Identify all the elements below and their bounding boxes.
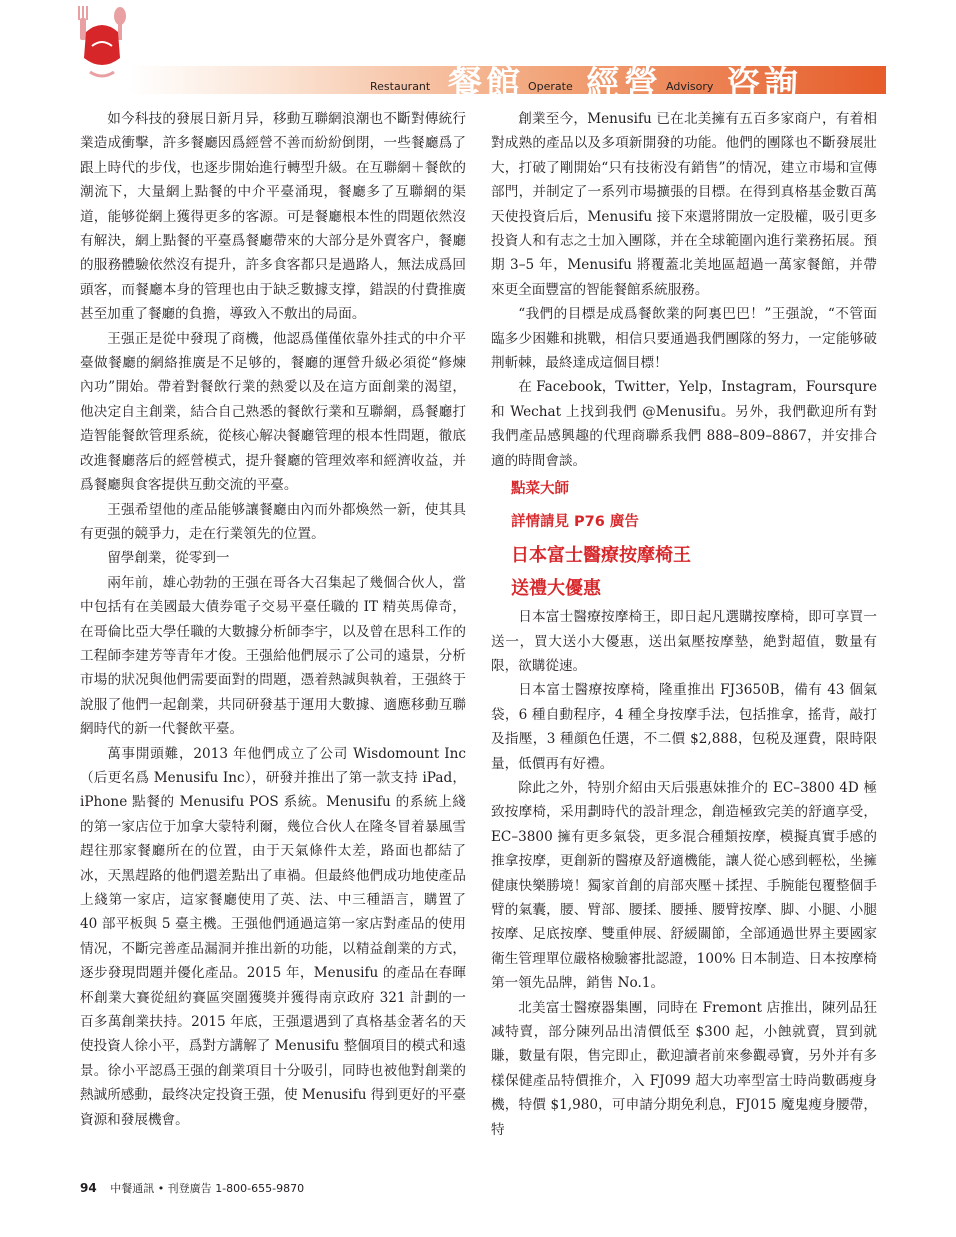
article-left-column xyxy=(80,107,466,1132)
header-cn-restaurant: 餐館 xyxy=(448,64,524,104)
publication-name: 中餐通訊 • 刊登廣告 xyxy=(110,1182,212,1195)
header-cn-operate: 經營 xyxy=(586,64,662,104)
page-footer xyxy=(80,1180,304,1196)
section-header-bar xyxy=(130,64,886,104)
header-en-advisory: Advisory xyxy=(666,80,714,93)
body-paragraph: “我們的目標是成爲餐飲業的阿裏巴巴！”王强說，“不管面臨多少困難和挑戰，相信只要通過我們團隊的努力，一定能够破荆斬棘，最終達成這個目標！ xyxy=(491,306,877,372)
body-paragraph: 王强正是從中發現了商機，他認爲僅僅依靠外挂式的中介平臺做餐廳的網絡推廣是不足够的，餐廳的運營升級必須從“修煉內功”開始。帶着對餐飲行業的熱愛以及在這方面創業的渴望，他决定自主創業，結合自己熟悉的餐飲行業和互聯網，爲餐廳打造智能餐飲管理系統，從核心解决餐廳管理的根本性問題，徹底改進餐廳落后的經營模式，提升餐廳的管理效率和經濟收益，并爲餐廳與食客提供互動交流的平臺。 xyxy=(80,330,466,494)
body-paragraph: 如今科技的發展日新月异，移動互聯網浪潮也不斷對傳統行業造成衝擊，許多餐廳因爲經營不善而紛紛倒閉，一些餐廳爲了跟上時代的步伐，也逐步開始進行轉型升級。在互聯網＋餐飲的潮流下，大量網上點餐的中介平臺涌現，餐廳多了互聯網的渠道，能够從網上獲得更多的客源。可是餐廳根本性的問題依然沒有解決，網上點餐的平臺爲餐廳帶來的大部分是外賣客户，餐廳的服務體驗依然沒有提升，許多食客都只是過路人，無法成爲回頭客，而餐廳本身的管理也由于缺乏數據支撑，錯誤的付費推廣甚至加重了餐廳的負擔，導致入不敷出的局面。 xyxy=(80,111,466,323)
section-subtitle: 留學創業，從零到一 xyxy=(107,550,230,567)
ad-heading-promo: 送禮大優惠 xyxy=(511,578,601,600)
body-paragraph: 日本富士醫療按摩椅王，即日起凡選購按摩椅，即可享買一送一，買大送小大優惠，送出氣壓按摩墊，絶對超值，數量有限，欲購從速。 xyxy=(491,609,877,674)
footer-phone: 1-800-655-9870 xyxy=(215,1182,305,1195)
header-en-operate: Operate xyxy=(528,80,573,93)
ad-heading-product: 日本富士醫療按摩椅王 xyxy=(511,545,691,567)
body-paragraph: 創業至今，Menusifu 已在北美擁有五百多家商户，有着相對成熟的產品以及多項新開發的功能。他們的團隊也不斷發展壯大，打破了剛開始“只有技術没有銷售”的情况，建立市場和宣傳部門，并制定了一系列市場擴張的目標。在得到真格基金數百萬天使投資后后，Menusifu 接下來還將開放一定股權，吸引更多投資人和有志之士加入團隊，并在全球範圍內進行業務拓展。預期 3–5 年，Menusifu 將覆蓋北美地區超過一萬家餐館，并帶來更全面豐富的智能餐館系統服務。 xyxy=(491,111,877,298)
ad-heading-reference: 詳情請見 P76 廣告 xyxy=(511,514,639,531)
body-paragraph: 王强希望他的產品能够讓餐廳由內而外都煥然一新，使其具有更强的競爭力，走在行業領先的位置。 xyxy=(80,501,466,542)
header-cn-advisory: 咨詢 xyxy=(726,64,802,104)
ad-heading-brand: 點菜大師 xyxy=(511,481,569,498)
body-paragraph: 日本富士醫療按摩椅，隆重推出 FJ3650B，備有 43 個氣袋，6 種自動程序，4 種全身按摩手法，包括推拿，搖背，敲打及指壓，3 種顔色任選，不二價 $2,888，包税及運費，限時限量，低價再有好禮。 xyxy=(491,682,877,772)
body-paragraph: 北美富士醫療器集團，同時在 Fremont 店推出，陳列品狂减特賣，部分陳列品出清價低至 $300 起，小蝕就賣，買到就賺，數量有限，售完即止，歡迎讀者前來參觀尋寶，另外并有多樣保健產品特價推介，入 FJ099 超大功率型富士時尚數碼瘦身機，特價 $1,980，可申請分期免利息，FJ015 魔鬼瘦身腰帶，特 xyxy=(491,999,877,1138)
body-paragraph: 除此之外，特别介紹由天后張惠妹推介的 EC–3800 4D 極致按摩椅，采用劃時代的設計理念，創造極致完美的舒適享受，EC–3800 擁有更多氣袋，更多混合種類按摩，模擬真實手感的推拿按摩，更創新的醫療及舒適機能，讓人從心感到輕松，坐擁健康快樂勝境！獨家首創的肩部夾壓＋揉捏、手腕能包覆整個手臂的氣囊，腰、臂部、腰揉、腰捶、腰臂按摩、脚、小腿、小腿按摩、足底按摩、雙重伸展、舒緩關節，全部通過世界主要國家衛生管理單位嚴格檢驗審批認證，100% 日本制造、日本按摩椅第一領先品牌，銷售 No.1。 xyxy=(491,779,877,992)
body-paragraph: 在 Facebook，Twitter，Yelp，Instagram，Foursqure 和 Wechat 上找到我們 @Menusifu。另外，我們歡迎所有對我們產品感興趣的代理商聯系我們 888–809–8867，并安排合適的時間會談。 xyxy=(491,379,877,469)
body-paragraph: 萬事開頭難，2013 年他們成立了公司 Wisdomount Inc（后更名爲 Menusifu Inc），研發并推出了第一款支持 iPad，iPhone 點餐的 Menusifu POS 系統。Menusifu 的系統上綫的第一家店位于加拿大蒙特利爾，幾位合伙人在隆冬冒着暴風雪趕往那家餐廳所在的位置，由于天氣條件太差，路面也都結了冰，天黑趕路的他們還差點出了車禍。但最終他們成功地使產品上綫第一家店，這家餐廳使用了英、法、中三種語言，購置了 40 部平板與 5 臺主機。王强他們通過這第一家店對產品的使用情况，不斷完善產品漏洞并推出新的功能，以精益創業的方式，逐步發現問題并優化產品。2015 年，Menusifu 的產品在春暉杯創業大賽從紐約賽區突圍獲獎并獲得南京政府 321 計劃的一百多萬創業扶持。2015 年底，王强還遇到了真格基金著名的天使投資人徐小平，爲對方講解了 Menusifu 整個項目的模式和遠景。徐小平認爲王强的創業項目十分吸引，同時也被他對創業的熱誠所感動，最终决定投資王强，使 Menusifu 得到更好的平臺資源和發展機會。 xyxy=(80,745,466,1128)
article-right-column xyxy=(491,107,877,1142)
header-en-restaurant: Restaurant xyxy=(370,80,431,93)
page-number: 94 xyxy=(80,1181,97,1195)
restaurant-logo-icon xyxy=(72,6,132,80)
body-paragraph: 兩年前，雄心勃勃的王强在哥各大召集起了幾個合伙人，當中包括有在美國最大債券電子交易平臺任職的 IT 精英馬偉奇，在哥倫比亞大學任職的大數據分析師李宇，以及曾在思科工作的工程師李建芳等青年才俊。王强給他們展示了公司的遠景，分析市場的狀况與他們需要面對的問題，憑着熱誠與執着，王强終于說服了他們一起創業，共同研發基于運用大數據、適應移動互聯網時代的新一代餐飲平臺。 xyxy=(80,574,466,738)
